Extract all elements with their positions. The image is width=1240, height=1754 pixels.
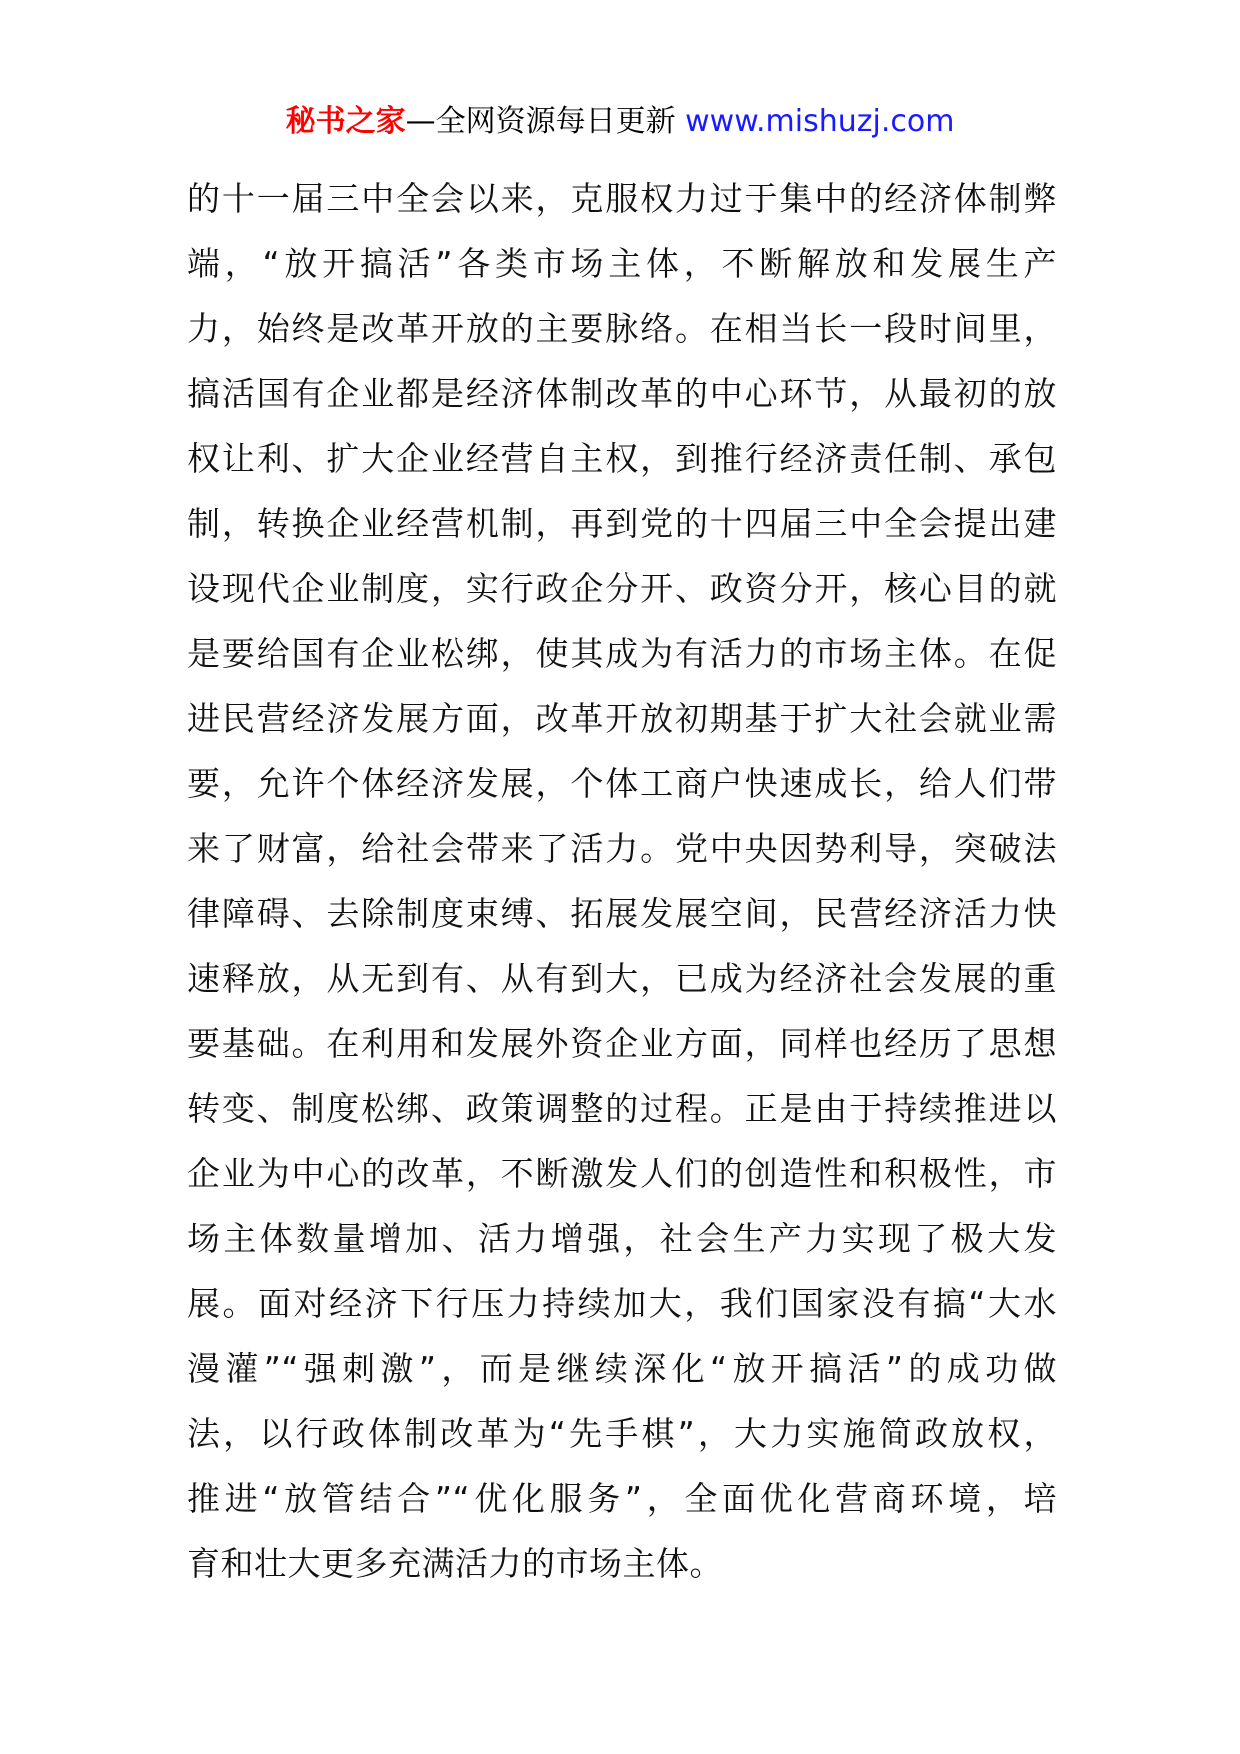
- body-line: 场主体数量增加、活力增强，社会生产力实现了极大发: [187, 1219, 1057, 1258]
- body-line: 搞活国有企业都是经济体制改革的中心环节，从最初的放: [187, 374, 1057, 413]
- body-line: 权让利、扩大企业经营自主权，到推行经济责任制、承包: [187, 439, 1057, 478]
- body-line: 育和壮大更多充满活力的市场主体。: [187, 1544, 723, 1583]
- body-line: 制，转换企业经营机制，再到党的十四届三中全会提出建: [187, 504, 1057, 543]
- body-line: 的十一届三中全会以来，克服权力过于集中的经济体制弊: [187, 179, 1057, 218]
- body-line: 展。面对经济下行压力持续加大，我们国家没有搞“大水: [187, 1284, 1057, 1323]
- body-line: 要，允许个体经济发展，个体工商户快速成长，给人们带: [187, 764, 1057, 803]
- body-line: 速释放，从无到有、从有到大，已成为经济社会发展的重: [187, 959, 1057, 998]
- header-brand: 秘书之家: [285, 104, 406, 139]
- body-line: 企业为中心的改革，不断激发人们的创造性和积极性，市: [187, 1154, 1057, 1193]
- body-line: 设现代企业制度，实行政企分开、政资分开，核心目的就: [187, 569, 1057, 608]
- header-tagline: —全网资源每日更新: [405, 104, 676, 139]
- body-line: 转变、制度松绑、政策调整的过程。正是由于持续推进以: [187, 1089, 1057, 1128]
- body-line: 漫灌”“强刺激”，而是继续深化“放开搞活”的成功做: [187, 1349, 1057, 1388]
- body-line: 力，始终是改革开放的主要脉络。在相当长一段时间里，: [187, 309, 1057, 348]
- page-header: [0, 100, 1240, 144]
- body-line: 法，以行政体制改革为“先手棋”，大力实施简政放权，: [187, 1414, 1057, 1453]
- body-line: 端，“放开搞活”各类市场主体，不断解放和发展生产: [187, 244, 1057, 283]
- header-site-link[interactable]: www.mishuzj.com: [685, 104, 955, 139]
- body-line: 律障碍、去除制度束缚、拓展发展空间，民营经济活力快: [187, 894, 1057, 933]
- body-text: [187, 166, 1057, 1596]
- body-line: 要基础。在利用和发展外资企业方面，同样也经历了思想: [187, 1024, 1057, 1063]
- body-line: 进民营经济发展方面，改革开放初期基于扩大社会就业需: [187, 699, 1057, 738]
- body-line: 推进“放管结合”“优化服务”，全面优化营商环境，培: [187, 1479, 1057, 1518]
- body-line: 来了财富，给社会带来了活力。党中央因势利导，突破法: [187, 829, 1057, 868]
- body-line: 是要给国有企业松绑，使其成为有活力的市场主体。在促: [187, 634, 1057, 673]
